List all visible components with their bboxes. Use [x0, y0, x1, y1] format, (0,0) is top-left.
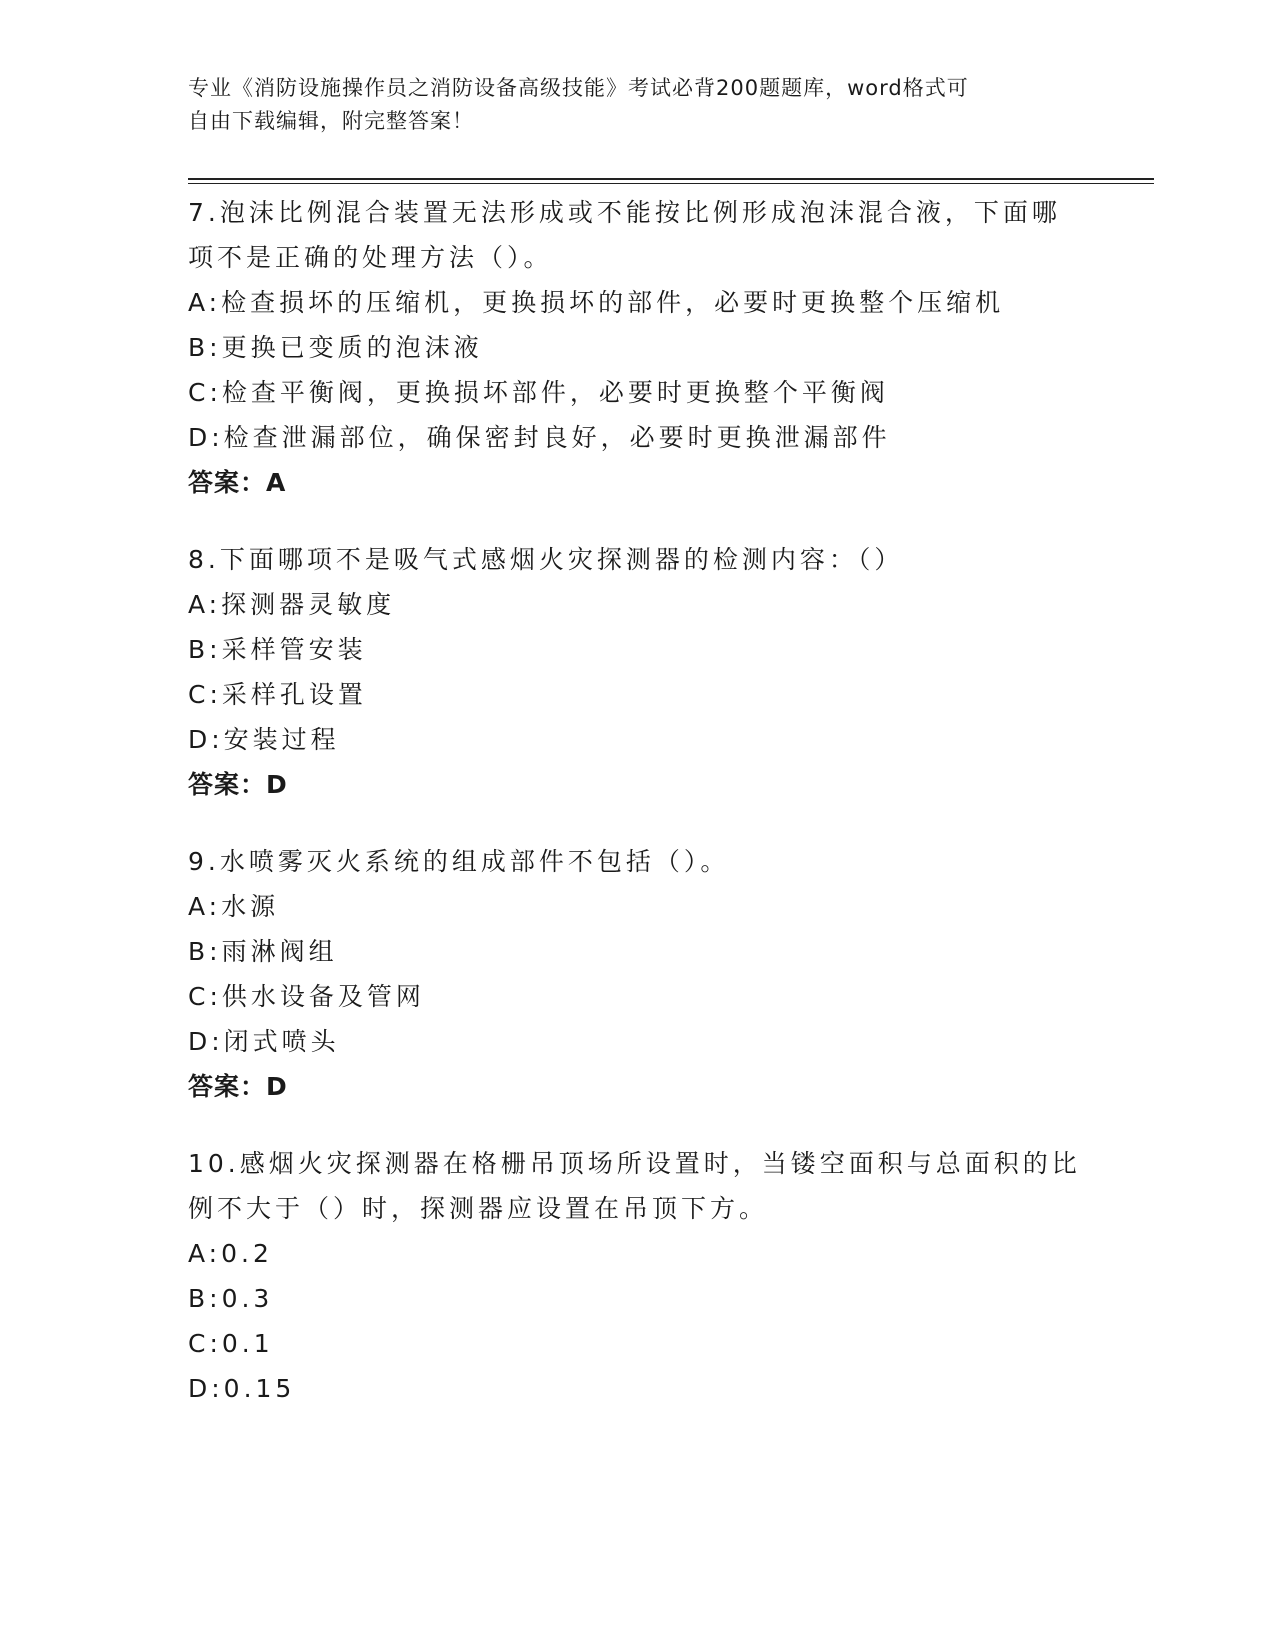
question-stem — [188, 190, 1088, 280]
question-stem — [188, 839, 1088, 884]
option-d: D:闭式喷头 — [188, 1027, 340, 1056]
option-a: A:检查损坏的压缩机，更换损坏的部件，必要时更换整个压缩机 — [188, 288, 1005, 317]
option-a: A:水源 — [188, 892, 280, 921]
header-divider-bottom — [188, 183, 1154, 184]
option-c: C:供水设备及管网 — [188, 982, 425, 1011]
question-stem-line-1: 8.下面哪项不是吸气式感烟火灾探测器的检测内容：（） — [188, 545, 904, 574]
header-line-2: 自由下载编辑，附完整答案！ — [188, 109, 474, 133]
answer-line: 答案：A — [188, 468, 287, 497]
question-stem — [188, 537, 1088, 582]
document-header — [188, 72, 1068, 138]
question-7 — [188, 190, 1088, 505]
option-a: A:0.2 — [188, 1239, 273, 1268]
option-b: B:雨淋阀组 — [188, 937, 338, 966]
header-divider-top — [188, 178, 1154, 180]
option-d: D:检查泄漏部位，确保密封良好，必要时更换泄漏部件 — [188, 423, 891, 452]
question-stem-line-1: 9.水喷雾灭火系统的组成部件不包括（）。 — [188, 847, 730, 876]
question-8 — [188, 537, 1088, 807]
question-stem-line-1: 7.泡沫比例混合装置无法形成或不能按比例形成泡沫混合液，下面哪 — [188, 198, 1061, 227]
question-stem-line-2: 项不是正确的处理方法（）。 — [188, 243, 553, 272]
option-d: D:安装过程 — [188, 725, 340, 754]
answer-line: 答案：D — [188, 770, 288, 799]
option-c: C:检查平衡阀，更换损坏部件，必要时更换整个平衡阀 — [188, 378, 889, 407]
question-stem — [188, 1141, 1088, 1231]
option-c: C:0.1 — [188, 1329, 274, 1358]
option-b: B:采样管安装 — [188, 635, 367, 664]
question-10 — [188, 1141, 1088, 1411]
option-b: B:0.3 — [188, 1284, 274, 1313]
question-stem-line-1: 10.感烟火灾探测器在格栅吊顶场所设置时，当镂空面积与总面积的比 — [188, 1149, 1081, 1178]
header-line-1: 专业《消防设施操作员之消防设备高级技能》考试必背200题题库，word格式可 — [188, 76, 969, 100]
question-9 — [188, 839, 1088, 1109]
answer-line: 答案：D — [188, 1072, 288, 1101]
option-c: C:采样孔设置 — [188, 680, 367, 709]
option-b: B:更换已变质的泡沫液 — [188, 333, 483, 362]
question-stem-line-2: 例不大于（）时，探测器应设置在吊顶下方。 — [188, 1194, 769, 1223]
option-a: A:探测器灵敏度 — [188, 590, 396, 619]
question-list — [188, 190, 1088, 1443]
option-d: D:0.15 — [188, 1374, 296, 1403]
